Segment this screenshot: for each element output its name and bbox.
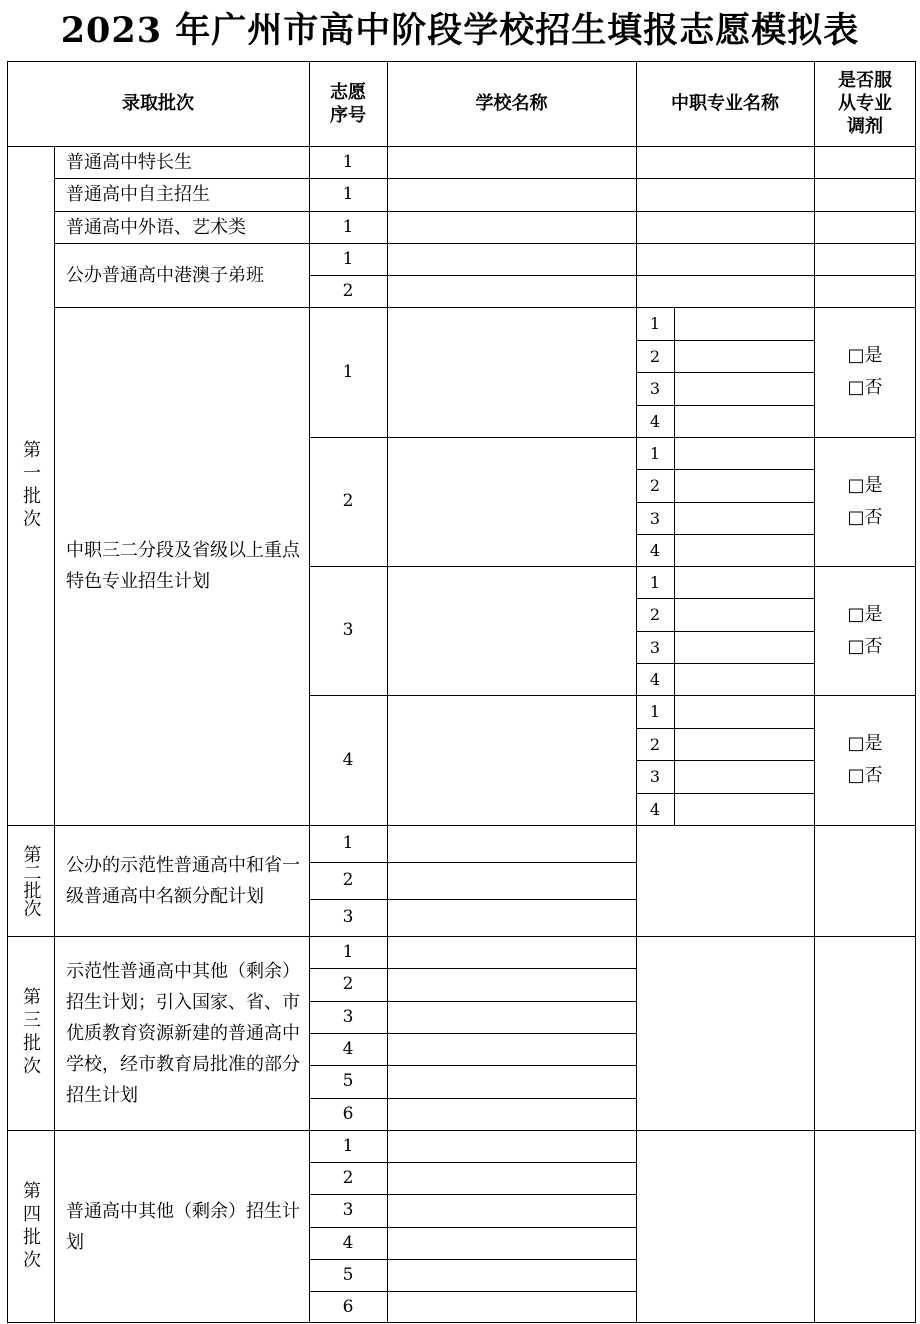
school-name-input[interactable] — [387, 1033, 636, 1065]
seq-number: 1 — [342, 941, 354, 962]
school-name-input[interactable] — [387, 1259, 636, 1291]
header-batch: 录取批次 — [122, 93, 194, 114]
seq-number: 2 — [342, 280, 354, 301]
school-name-input[interactable] — [387, 146, 636, 178]
seq-number: 2 — [342, 491, 354, 511]
category-batch4: 普通高中其他（剩余）招生计划 — [66, 1200, 300, 1253]
seq-number: 4 — [342, 1038, 354, 1059]
major-name-input[interactable] — [674, 760, 814, 793]
seq-number: 5 — [342, 1264, 354, 1285]
major-name-input[interactable] — [674, 598, 814, 631]
major-name-input[interactable] — [674, 502, 814, 534]
school-name-input[interactable] — [387, 1291, 636, 1323]
seq-number: 1 — [342, 248, 354, 269]
seq-number: 1 — [342, 184, 354, 204]
batch2-label: 第二批次 — [20, 844, 42, 917]
seq-number: 2 — [342, 870, 354, 890]
school-name-input[interactable] — [387, 1098, 636, 1130]
major-name-input[interactable] — [674, 663, 814, 695]
major-name-input[interactable] — [674, 566, 814, 598]
school-name-input[interactable] — [387, 899, 636, 936]
school-name-input[interactable] — [387, 862, 636, 899]
major-index: 2 — [649, 476, 661, 495]
major-name-input[interactable] — [674, 405, 814, 437]
school-name-input[interactable] — [387, 1130, 636, 1162]
seq-number: 4 — [342, 1232, 354, 1253]
seq-number: 1 — [342, 216, 354, 237]
major-index: 4 — [649, 411, 661, 431]
school-name-input[interactable] — [387, 1065, 636, 1098]
major-name-input[interactable] — [674, 307, 814, 340]
major-index: 1 — [649, 443, 661, 463]
adjust-checkbox[interactable]: □是 □否 — [847, 733, 883, 786]
seq-number: 2 — [342, 1167, 354, 1188]
major-index: 1 — [649, 572, 661, 592]
major-index: 3 — [649, 767, 661, 786]
seq-number: 3 — [342, 620, 354, 640]
school-name-input[interactable] — [387, 1227, 636, 1259]
header-school: 学校名称 — [475, 93, 548, 114]
major-index: 1 — [649, 314, 661, 333]
major-index: 4 — [649, 799, 661, 819]
school-name-input[interactable] — [387, 211, 636, 243]
major-index: 3 — [649, 508, 661, 528]
page-title: 2023 年广州市高中阶段学校招生填报志愿模拟表 — [60, 10, 860, 51]
seq-number: 3 — [342, 1200, 354, 1220]
major-index: 2 — [649, 605, 661, 624]
category-hk-macao: 公办普通高中港澳子弟班 — [66, 264, 264, 286]
major-index: 2 — [649, 346, 661, 366]
school-name-input[interactable] — [387, 1162, 636, 1194]
seq-number: 1 — [342, 361, 354, 382]
major-index: 2 — [649, 734, 661, 754]
major-index: 3 — [649, 637, 661, 657]
adjust-checkbox[interactable]: □是 □否 — [847, 345, 883, 398]
major-name-input[interactable] — [674, 728, 814, 760]
seq-number: 3 — [342, 907, 354, 927]
category-vocational: 中职三二分段及省级以上重点特色专业招生计划 — [66, 540, 300, 592]
seq-number: 1 — [342, 151, 354, 172]
major-name-input[interactable] — [674, 437, 814, 469]
grid-line — [54, 146, 55, 1323]
school-name-input[interactable] — [387, 968, 636, 1001]
seq-number: 4 — [342, 749, 354, 770]
major-index: 4 — [649, 669, 661, 689]
category-batch2: 公办的示范性普通高中和省一级普通高中名额分配计划 — [66, 854, 300, 907]
major-index: 1 — [649, 702, 661, 721]
seq-number: 1 — [342, 1135, 354, 1156]
major-index: 3 — [649, 379, 661, 398]
major-name-input[interactable] — [674, 631, 814, 663]
school-name-input[interactable] — [387, 243, 636, 275]
seq-number: 5 — [342, 1071, 354, 1091]
school-name-input[interactable] — [387, 437, 636, 566]
school-name-input[interactable] — [387, 1001, 636, 1033]
major-index: 4 — [649, 540, 661, 560]
school-name-input[interactable] — [387, 1194, 636, 1227]
school-name-input[interactable] — [387, 307, 636, 437]
major-name-input[interactable] — [674, 469, 814, 502]
seq-number: 2 — [342, 974, 354, 994]
major-name-input[interactable] — [674, 340, 814, 372]
adjust-checkbox[interactable]: □是 □否 — [847, 603, 883, 657]
seq-number: 3 — [342, 1006, 354, 1027]
major-name-input[interactable] — [674, 534, 814, 566]
category-special: 普通高中特长生 — [66, 151, 192, 173]
batch3-label: 第三批次 — [20, 987, 41, 1079]
header-major: 中职专业名称 — [671, 93, 779, 114]
school-name-input[interactable] — [387, 566, 636, 695]
school-name-input[interactable] — [387, 275, 636, 307]
major-name-input[interactable] — [674, 695, 814, 728]
major-name-input[interactable] — [674, 372, 814, 405]
category-autonomous: 普通高中自主招生 — [66, 184, 210, 205]
school-name-input[interactable] — [387, 695, 636, 825]
batch4-label: 第四批次 — [20, 1180, 41, 1273]
adjust-checkbox[interactable]: □是 □否 — [847, 474, 883, 528]
major-name-input[interactable] — [674, 793, 814, 825]
category-batch3: 示范性普通高中其他（剩余）招生计划；引入国家、省、市优质教育资源新建的普通高中学校，经市教育局批准的部分招生计划 — [66, 960, 300, 1106]
header-seq: 志愿 序号 — [330, 81, 366, 126]
school-name-input[interactable] — [387, 936, 636, 968]
category-language-art: 普通高中外语、艺术类 — [66, 216, 246, 238]
school-name-input[interactable] — [387, 178, 636, 211]
seq-number: 6 — [342, 1296, 354, 1317]
seq-number: 1 — [342, 833, 354, 853]
header-adjust: 是否服 从专业 调剂 — [838, 70, 892, 137]
seq-number: 6 — [342, 1103, 354, 1124]
school-name-input[interactable] — [387, 825, 636, 862]
batch1-label: 第一批次 — [20, 439, 41, 532]
